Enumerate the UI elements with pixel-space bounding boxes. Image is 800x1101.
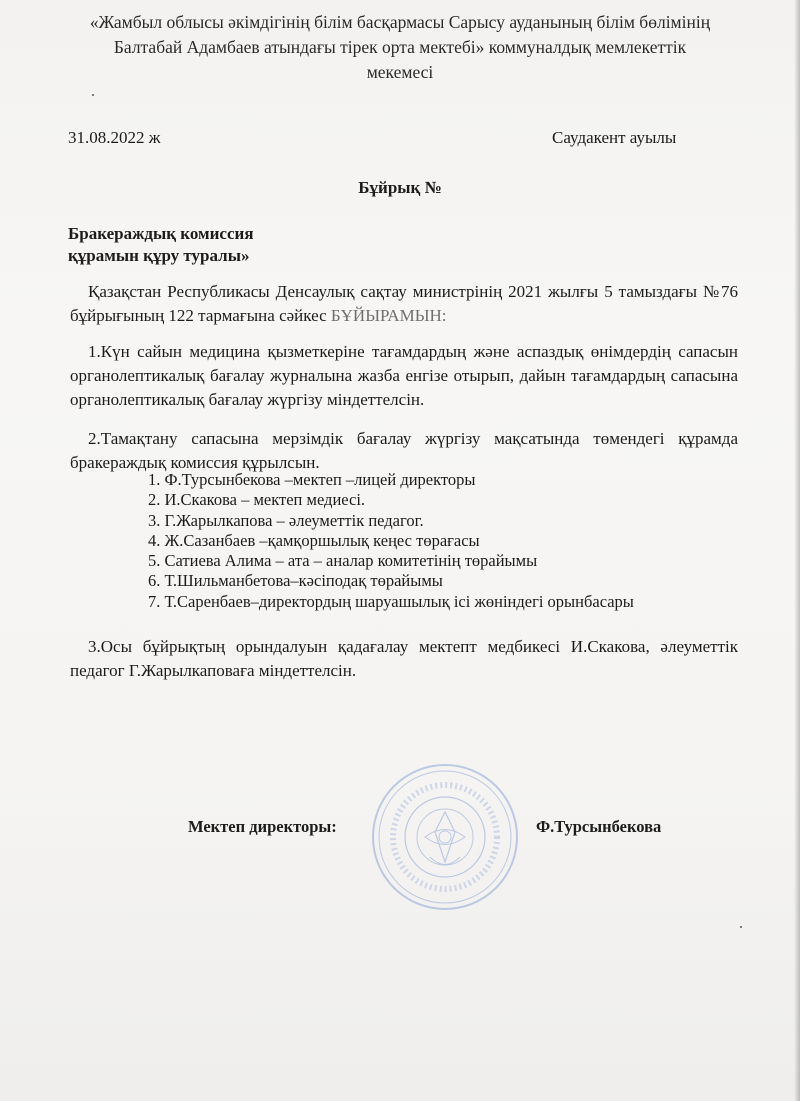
scan-edge-shadow (794, 0, 800, 1101)
member-item: 2. И.Скакова – мектеп медиесі. (148, 490, 366, 510)
scan-speck (92, 94, 94, 96)
official-stamp (370, 762, 520, 912)
member-item: 3. Г.Жарылкапова – әлеуметтік педагог. (148, 510, 424, 530)
order-word: БҰЙЫРАМЫН: (330, 306, 447, 325)
clause-3: 3.Осы бұйрықтың орындалуын қадағалау мектепт медбикесі И.Скакова, әлеуметтік педагог Г.Жарылкаповаға міндеттелсін. (70, 637, 738, 680)
scan-speck (740, 926, 742, 928)
member-item: 6. Т.Шильманбетова–кәсіподақ төрайымы (148, 571, 443, 591)
document-date: 31.08.2022 ж (68, 128, 161, 147)
document-header (60, 10, 740, 85)
clause-1: 1.Күн сайын медицина қызметкеріне тағамдардың және аспаздық өнімдердің сапасын органолептикалық бағалау журналына жазба енгізе отырып, дайын тағамдардың сапасына органолептикалық бағалау жүргізу міндеттелсін. (70, 342, 738, 409)
member-item: 1. Ф.Турсынбекова –мектеп –лицей директоры (148, 470, 476, 489)
header-line-3: мекемесі (366, 62, 434, 82)
order-subject (68, 223, 254, 267)
subject-line-2: құрамын құру туралы» (68, 246, 250, 265)
commission-members-list (148, 470, 634, 612)
header-line-2: Балтабай Адамбаев атындағы тірек орта мектебі» коммуналдық мемлекеттік (113, 37, 687, 57)
header-line-1: «Жамбыл облысы әкімдігінің білім басқармасы Сарысу ауданының білім бөлімінің (89, 12, 711, 32)
document-location: Саудакент ауылы (552, 128, 677, 147)
member-item: 5. Сатиева Алима – ата – аналар комитетінің төрайымы (148, 551, 538, 571)
member-item: 7. Т.Саренбаев–директордың шаруашылық ісі жөніндегі орынбасары (148, 591, 634, 611)
member-item: 4. Ж.Сазанбаев –қамқоршылық кеңес төрағасы (148, 530, 480, 550)
preamble-paragraph (70, 280, 738, 328)
clause-2: 2.Тамақтану сапасына мерзімдік бағалау жүргізу мақсатында төмендегі құрамда бракераждық комиссия құрылсын. (70, 429, 738, 472)
preamble-text: Қазақстан Республикасы Денсаулық сақтау министрінің 2021 жылғы 5 тамыздағы №76 бұйрығының 122 тармағына сәйкес (70, 282, 738, 325)
order-title: Бұйрық № (358, 178, 442, 197)
signature-title: Мектеп директоры: (188, 817, 337, 836)
subject-line-1: Бракераждық комиссия (68, 224, 254, 243)
signature-name: Ф.Турсынбекова (536, 817, 662, 836)
